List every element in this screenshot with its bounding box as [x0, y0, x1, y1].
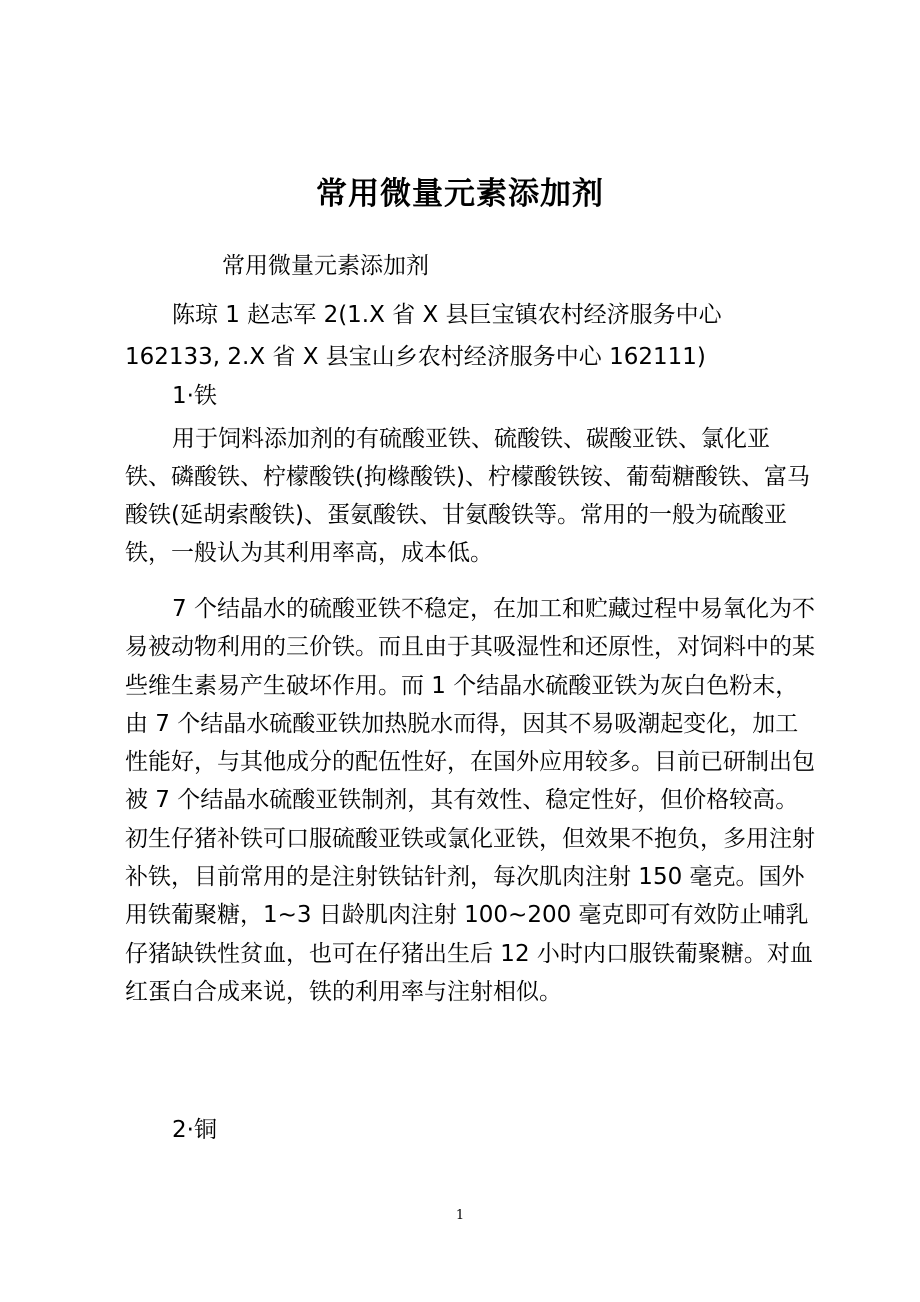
paragraph-ferrous-sulfate: 7 个结晶水的硫酸亚铁不稳定，在加工和贮藏过程中易氧化为不易被动物利用的三价铁。而且由于其吸湿性和还原性，对饲料中的某些维生素易产生破坏作用。而 1 个结晶水硫酸亚铁为灰白色粉末，由 7 个结晶水硫酸亚铁加热脱水而得，因其不易吸潮起变化，加工性能好，与其他成分的配伍性好，在国外应用较多。目前已研制出包被 7 个结晶水硫酸亚铁制剂，其有效性、稳定性好，但价格较高。初生仔猪补铁可口服硫酸亚铁或氯化亚铁，但效果不抱负，多用注射补铁，目前常用的是注射铁钴针剂，每次肌肉注射 150 毫克。国外用铁葡聚糖，1~3 日龄肌肉注射 100~200 毫克即可有效防止哺乳仔猪缺铁性贫血，也可在仔猪出生后 12 小时内口服铁葡聚糖。对血红蛋白合成来说，铁的利用率与注射相似。: [125, 596, 815, 1005]
section-heading-iron: 1·铁: [172, 383, 217, 409]
page-number: 1: [455, 1208, 465, 1223]
document-subtitle: 常用微量元素添加剂: [222, 253, 429, 279]
section-heading-copper: 2·铜: [172, 1117, 217, 1143]
document-title: 常用微量元素添加剂: [316, 176, 604, 212]
author-affiliation: 陈琼 1 赵志军 2(1.X 省 X 县巨宝镇农村经济服务中心 162133, 2.X 省 X 县宝山乡农村经济服务中心 162111): [125, 302, 722, 370]
paragraph-iron-additives: 用于饲料添加剂的有硫酸亚铁、硫酸铁、碳酸亚铁、氯化亚铁、磷酸铁、柠檬酸铁(拘橼酸铁)、柠檬酸铁铵、葡萄糖酸铁、富马酸铁(延胡索酸铁)、蛋氨酸铁、甘氨酸铁等。常用的一般为硫酸亚铁，一般认为其利用率高，成本低。: [125, 426, 810, 566]
